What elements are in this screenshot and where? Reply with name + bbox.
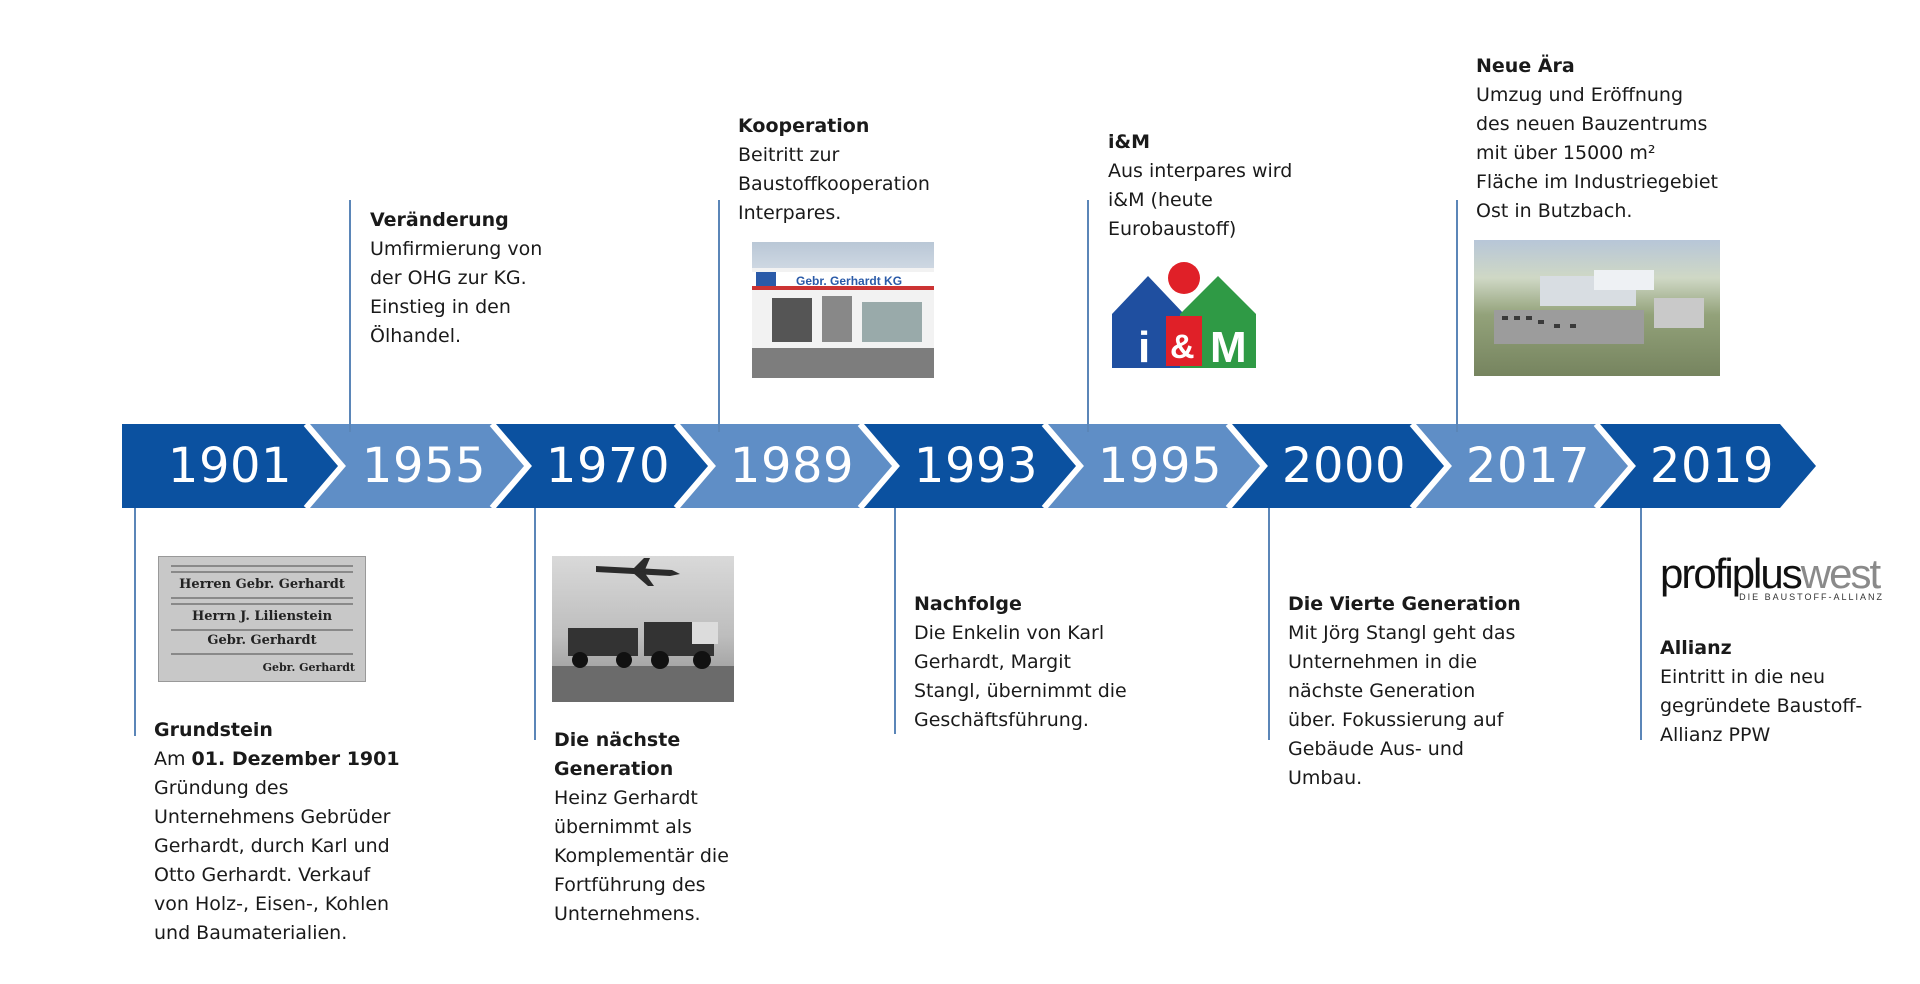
- event-2019: [1660, 634, 1900, 750]
- event-1955-body-line: Ölhandel.: [370, 325, 462, 347]
- event-1995-body-line: Eurobaustoff): [1108, 218, 1237, 240]
- event-1989-body-line: Baustoffkooperation: [738, 173, 930, 195]
- event-2000-body-line: Umbau.: [1288, 767, 1363, 789]
- event-1989-title: Kooperation: [738, 115, 870, 137]
- year-label-1989: 1989: [729, 438, 855, 494]
- event-1970-body-line: Fortführung des: [554, 874, 706, 896]
- connector-1901: [134, 508, 136, 736]
- event-1995: [1108, 128, 1328, 244]
- clipping-line-2: Herrn J. Lilienstein: [191, 609, 333, 624]
- event-1995-body-line: i&M (heute: [1108, 189, 1213, 211]
- event-2017: [1476, 52, 1736, 226]
- event-2017-title: Neue Ära: [1476, 55, 1575, 77]
- event-1970-title-line: Generation: [554, 758, 674, 780]
- event-1901-date-line: [154, 745, 414, 774]
- clipping-line-3: Gebr. Gerhardt: [207, 633, 317, 648]
- event-1989: [738, 112, 978, 228]
- event-2017-body-line: mit über 15000 m²: [1476, 142, 1656, 164]
- logo-main-light: west: [1800, 550, 1880, 597]
- storefront-photo: [752, 242, 934, 378]
- im-logo-amp: &: [1170, 328, 1195, 366]
- event-1995-title: i&M: [1108, 131, 1150, 153]
- storefront-sign: Gebr. Gerhardt KG: [796, 274, 903, 288]
- im-logo-m: M: [1210, 323, 1247, 370]
- year-label-1993: 1993: [913, 438, 1039, 494]
- event-1970-body-line: übernimmt als: [554, 816, 692, 838]
- event-1901-body-line: Unternehmens Gebrüder: [154, 806, 391, 828]
- event-2000-body-line: Mit Jörg Stangl geht das: [1288, 622, 1516, 644]
- event-2019-body-line: gegründete Baustoff-: [1660, 695, 1863, 717]
- logo-subline: DIE BAUSTOFF-ALLIANZ: [1739, 592, 1884, 602]
- event-1970-title-line: Die nächste: [554, 729, 681, 751]
- event-1955-title: Veränderung: [370, 209, 509, 231]
- connector-1955: [349, 200, 351, 432]
- truck-airplane-photo: [552, 556, 734, 702]
- connector-2000: [1268, 508, 1270, 740]
- event-1901-body-line: und Baumaterialien.: [154, 922, 348, 944]
- year-label-1970: 1970: [545, 438, 671, 494]
- event-1955-body-line: Einstieg in den: [370, 296, 511, 318]
- event-1901-date: 01. Dezember 1901: [191, 748, 400, 770]
- event-2000-title: Die Vierte Generation: [1288, 593, 1521, 615]
- connector-1970: [534, 508, 536, 740]
- year-label-1995: 1995: [1097, 438, 1223, 494]
- year-label-1955: 1955: [361, 438, 487, 494]
- storefront-drawing: [752, 242, 934, 378]
- event-2017-body-line: Ost in Butzbach.: [1476, 200, 1633, 222]
- event-1901-body-line: Otto Gerhardt. Verkauf: [154, 864, 371, 886]
- event-1970-body-line: Unternehmens.: [554, 903, 701, 925]
- event-1993-title: Nachfolge: [914, 593, 1022, 615]
- year-label-2000: 2000: [1281, 438, 1407, 494]
- event-2017-body-line: Umzug und Eröffnung: [1476, 84, 1684, 106]
- event-1901-body-line: Gerhardt, durch Karl und: [154, 835, 390, 857]
- connector-1989: [718, 200, 720, 432]
- event-1989-body-line: Beitritt zur: [738, 144, 840, 166]
- event-1989-body-line: Interpares.: [738, 202, 842, 224]
- year-label-2017: 2017: [1465, 438, 1591, 494]
- event-1993-body-line: Stangl, übernimmt die: [914, 680, 1127, 702]
- event-1901-body-line: Gründung des: [154, 777, 289, 799]
- logo-main-bold: profiplus: [1660, 550, 1801, 597]
- clipping-signature: Gebr. Gerhardt: [262, 661, 355, 674]
- event-1970-body-line: Komplementär die: [554, 845, 729, 867]
- event-2000-body-line: Gebäude Aus- und: [1288, 738, 1464, 760]
- connector-2019: [1640, 508, 1642, 740]
- year-label-1901: 1901: [167, 438, 293, 494]
- event-1955-body-line: der OHG zur KG.: [370, 267, 527, 289]
- event-1993-body-line: Die Enkelin von Karl: [914, 622, 1105, 644]
- newspaper-clipping-image: [158, 556, 366, 682]
- truck-airplane-drawing: [552, 556, 734, 702]
- event-1970: [554, 726, 774, 929]
- event-1970-body-line: Heinz Gerhardt: [554, 787, 698, 809]
- event-1901-date-prefix: Am: [154, 748, 192, 770]
- connector-1993: [894, 508, 896, 734]
- year-label-2019: 2019: [1649, 438, 1775, 494]
- event-1955: [370, 206, 590, 351]
- event-1993-body-line: Geschäftsführung.: [914, 709, 1089, 731]
- event-1955-body-line: Umfirmierung von: [370, 238, 543, 260]
- event-2000: [1288, 590, 1558, 793]
- event-1901: [154, 716, 414, 948]
- event-2000-body-line: über. Fokussierung auf: [1288, 709, 1504, 731]
- im-logo-i: i: [1138, 323, 1151, 370]
- event-2017-body-line: Fläche im Industriegebiet: [1476, 171, 1718, 193]
- im-logo: [1110, 258, 1258, 370]
- profiplus-west-logo: [1660, 552, 1890, 604]
- clipping-line-1: Herren Gebr. Gerhardt: [179, 577, 345, 592]
- event-1901-title: Grundstein: [154, 719, 273, 741]
- event-1995-body-line: Aus interpares wird: [1108, 160, 1293, 182]
- connector-1995: [1087, 200, 1089, 432]
- event-1993: [914, 590, 1154, 735]
- profiplus-west-wordmark: [1660, 552, 1879, 596]
- event-2019-body-line: Eintritt in die neu: [1660, 666, 1826, 688]
- event-2000-body-line: Unternehmen in die: [1288, 651, 1478, 673]
- aerial-drawing: [1474, 240, 1720, 376]
- event-2017-body-line: des neuen Bauzentrums: [1476, 113, 1708, 135]
- event-2019-body-line: Allianz PPW: [1660, 724, 1771, 746]
- aerial-photo-bauzentrum: [1474, 240, 1720, 376]
- event-2019-title: Allianz: [1660, 637, 1732, 659]
- event-1901-body-line: von Holz-, Eisen-, Kohlen: [154, 893, 390, 915]
- event-1993-body-line: Gerhardt, Margit: [914, 651, 1071, 673]
- connector-2017: [1456, 200, 1458, 432]
- event-2000-body-line: nächste Generation: [1288, 680, 1476, 702]
